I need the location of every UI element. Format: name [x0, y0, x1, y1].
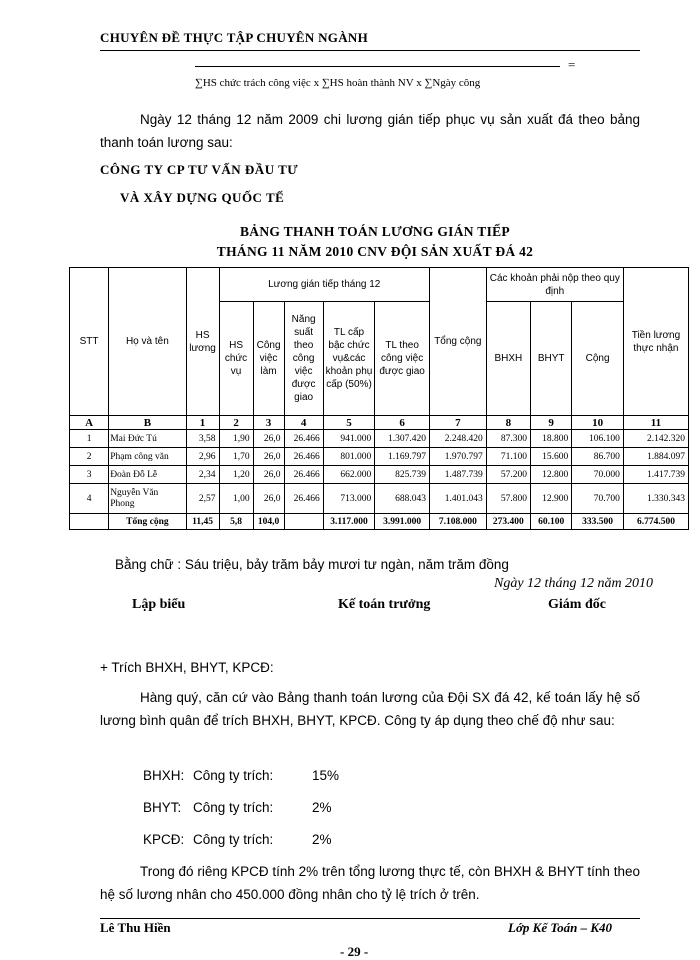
table-title-line2: THÁNG 11 NĂM 2010 CNV ĐỘI SẢN XUẤT ĐÁ 42: [216, 244, 534, 259]
rate-kpcd-text: Công ty trích:: [193, 832, 274, 847]
column-letter: 6: [375, 416, 430, 430]
cell-tien-luong: 1.330.343: [623, 484, 688, 514]
header-group-deductions: Các khoản phải nộp theo quy định: [486, 268, 623, 302]
cell-bhyt: 12.800: [531, 466, 572, 484]
cell-name: Đoàn Đỗ Lễ: [109, 466, 186, 484]
total-cong: 333.500: [572, 514, 624, 530]
intro-paragraph: Ngày 12 tháng 12 năm 2009 chi lương gián tiếp phục vụ sản xuất đá theo bảng thanh toán lương sau:: [100, 112, 640, 150]
total-cong-viec: 104,0: [253, 514, 284, 530]
rate-bhyt-text: Công ty trích:: [193, 800, 274, 815]
footer-divider: [100, 918, 640, 919]
total-bhxh: 273.400: [486, 514, 530, 530]
header-bhxh: BHXH: [486, 302, 530, 416]
cell-tl-theo-cv: 1.169.797: [375, 448, 430, 466]
cell-tien-luong: 1.884.097: [623, 448, 688, 466]
cell-cong: 106.100: [572, 430, 624, 448]
cell-tong-cong: 1.401.043: [429, 484, 486, 514]
rate-kpcd-label: KPCĐ:: [143, 832, 185, 847]
cell-cong-viec: 26,0: [253, 484, 284, 514]
cell-name: Phạm công văn: [109, 448, 186, 466]
header-cong-viec-lam: Công việc làm: [253, 302, 284, 416]
cell-cong: 86.700: [572, 448, 624, 466]
cell-nang-suat: 26.466: [284, 448, 323, 466]
total-hs-luong: 11,45: [186, 514, 219, 530]
cell-hs-chuc-vu: 1,00: [219, 484, 253, 514]
header-stt: STT: [70, 268, 109, 416]
cell-nang-suat: 26.466: [284, 466, 323, 484]
total-tl-cap-bac: 3.117.000: [323, 514, 375, 530]
column-letter: 9: [531, 416, 572, 430]
cell-tong-cong: 1.487.739: [429, 466, 486, 484]
column-letter-row: [70, 416, 689, 430]
cell-cong-viec: 26,0: [253, 466, 284, 484]
signature-maker: Lập biểu: [132, 597, 186, 612]
header-tong-cong: Tổng cộng: [429, 268, 486, 416]
total-nang-suat: [284, 514, 323, 530]
cell-bhxh: 87.300: [486, 430, 530, 448]
column-letter: 10: [572, 416, 624, 430]
cell-cong-viec: 26,0: [253, 448, 284, 466]
payroll-table: [69, 267, 689, 530]
company-name-line1: CÔNG TY CP TƯ VẤN ĐẦU TƯ: [100, 162, 299, 177]
cell-cong-viec: 26,0: [253, 430, 284, 448]
header-hs-luong: HS lương: [186, 268, 219, 416]
cell-tl-theo-cv: 1.307.420: [375, 430, 430, 448]
amount-in-words: Bằng chữ : Sáu triệu, bảy trăm bảy mươi tư ngàn, năm trăm đồng: [115, 557, 509, 572]
signature-director: Giám đốc: [548, 597, 606, 612]
cell-tl-theo-cv: 688.043: [375, 484, 430, 514]
header-bhyt: BHYT: [531, 302, 572, 416]
cell-stt: 1: [70, 430, 109, 448]
total-tl-theo-cv: 3.991.000: [375, 514, 430, 530]
cell-bhyt: 15.600: [531, 448, 572, 466]
cell-bhxh: 57.800: [486, 484, 530, 514]
cell-name: Nguyễn Văn Phong: [109, 484, 186, 514]
sign-date: Ngày 12 tháng 12 năm 2010: [494, 576, 654, 591]
section-paragraph: Hàng quý, căn cứ vào Bảng thanh toán lương của Đội SX đá 42, kế toán lấy hệ số lương bình quân để trích BHXH, BHYT, KPCĐ. Công ty áp dụng theo chế độ như sau:: [100, 690, 640, 728]
cell-tl-cap-bac: 801.000: [323, 448, 375, 466]
cell-hs-chuc-vu: 1,90: [219, 430, 253, 448]
document-header-title: CHUYÊN ĐỀ THỰC TẬP CHUYÊN NGÀNH: [100, 30, 368, 45]
cell-hs-luong: 2,96: [186, 448, 219, 466]
cell-nang-suat: 26.466: [284, 430, 323, 448]
column-letter: 5: [323, 416, 375, 430]
total-label: Tổng cộng: [109, 514, 186, 530]
column-letter: 4: [284, 416, 323, 430]
header-group-indirect: Lương gián tiếp tháng 12: [219, 268, 429, 302]
cell-tl-cap-bac: 662.000: [323, 466, 375, 484]
cell-tien-luong: 1.417.739: [623, 466, 688, 484]
footer-class: Lớp Kế Toán – K40: [508, 920, 613, 935]
section-title: + Trích BHXH, BHYT, KPCĐ:: [100, 660, 274, 675]
company-name-line2: VÀ XÂY DỰNG QUỐC TẾ: [120, 190, 285, 205]
cell-tong-cong: 1.970.797: [429, 448, 486, 466]
cell-name: Mai Đức Tú: [109, 430, 186, 448]
column-letter: B: [109, 416, 186, 430]
column-letter: 11: [623, 416, 688, 430]
header-tien-luong: Tiền lương thực nhận: [623, 268, 688, 416]
cell-nang-suat: 26.466: [284, 484, 323, 514]
page-number: - 29 -: [340, 944, 369, 959]
table-row: [70, 448, 689, 466]
cell-tien-luong: 2.142.320: [623, 430, 688, 448]
column-letter: 1: [186, 416, 219, 430]
table-row: [70, 484, 689, 514]
header-divider: [100, 50, 640, 51]
rate-bhxh-text: Công ty trích:: [193, 768, 274, 783]
table-total-row: [70, 514, 689, 530]
table-title-line1: BẢNG THANH TOÁN LƯƠNG GIÁN TIẾP: [240, 224, 510, 239]
total-tien-luong: 6.774.500: [623, 514, 688, 530]
formula-denominator: ∑HS chức trách công việc x ∑HS hoàn thành NV x ∑Ngày công: [195, 77, 481, 89]
cell-hs-luong: 2,34: [186, 466, 219, 484]
cell-hs-chuc-vu: 1,70: [219, 448, 253, 466]
cell-bhyt: 18.800: [531, 430, 572, 448]
rate-bhyt-value: 2%: [312, 800, 332, 815]
cell-tl-cap-bac: 713.000: [323, 484, 375, 514]
header-tl-theo-cv: TL theo công việc được giao: [375, 302, 430, 416]
rate-bhxh-value: 15%: [312, 768, 340, 783]
footer-author: Lê Thu Hiền: [100, 920, 171, 935]
total-bhyt: 60.100: [531, 514, 572, 530]
column-letter: A: [70, 416, 109, 430]
rate-kpcd-value: 2%: [312, 832, 332, 847]
cell-tl-cap-bac: 941.000: [323, 430, 375, 448]
cell-cong: 70.700: [572, 484, 624, 514]
header-hs-chuc-vu: HS chức vụ: [219, 302, 253, 416]
signature-accountant: Kế toán trưởng: [338, 597, 431, 612]
cell-hs-luong: 3,58: [186, 430, 219, 448]
total-stt: [70, 514, 109, 530]
cell-stt: 2: [70, 448, 109, 466]
column-letter: 8: [486, 416, 530, 430]
rate-bhxh-label: BHXH:: [143, 768, 185, 783]
table-row: [70, 430, 689, 448]
header-cong: Cộng: [572, 302, 624, 416]
header-name: Họ và tên: [109, 268, 186, 416]
closing-paragraph: Trong đó riêng KPCĐ tính 2% trên tổng lương thực tế, còn BHXH & BHYT tính theo hệ số lương nhân cho 450.000 đồng nhân cho tỷ lệ trích ở trên.: [100, 864, 640, 902]
table-row: [70, 466, 689, 484]
cell-hs-luong: 2,57: [186, 484, 219, 514]
cell-bhyt: 12.900: [531, 484, 572, 514]
total-tong-cong: 7.108.000: [429, 514, 486, 530]
column-letter: 7: [429, 416, 486, 430]
formula-equals: =: [568, 57, 576, 72]
column-letter: 3: [253, 416, 284, 430]
cell-stt: 3: [70, 466, 109, 484]
cell-stt: 4: [70, 484, 109, 514]
cell-tl-theo-cv: 825.739: [375, 466, 430, 484]
cell-bhxh: 71.100: [486, 448, 530, 466]
cell-hs-chuc-vu: 1,20: [219, 466, 253, 484]
column-letter: 2: [219, 416, 253, 430]
cell-tong-cong: 2.248.420: [429, 430, 486, 448]
rate-bhyt-label: BHYT:: [143, 800, 182, 815]
cell-bhxh: 57.200: [486, 466, 530, 484]
total-hs-chuc-vu: 5,8: [219, 514, 253, 530]
header-tl-cap-bac: TL cấp bậc chức vụ&các khoản phụ cấp (50%): [323, 302, 375, 416]
header-nang-suat: Năng suất theo công việc được giao: [284, 302, 323, 416]
formula-fraction-line: [195, 66, 560, 67]
cell-cong: 70.000: [572, 466, 624, 484]
